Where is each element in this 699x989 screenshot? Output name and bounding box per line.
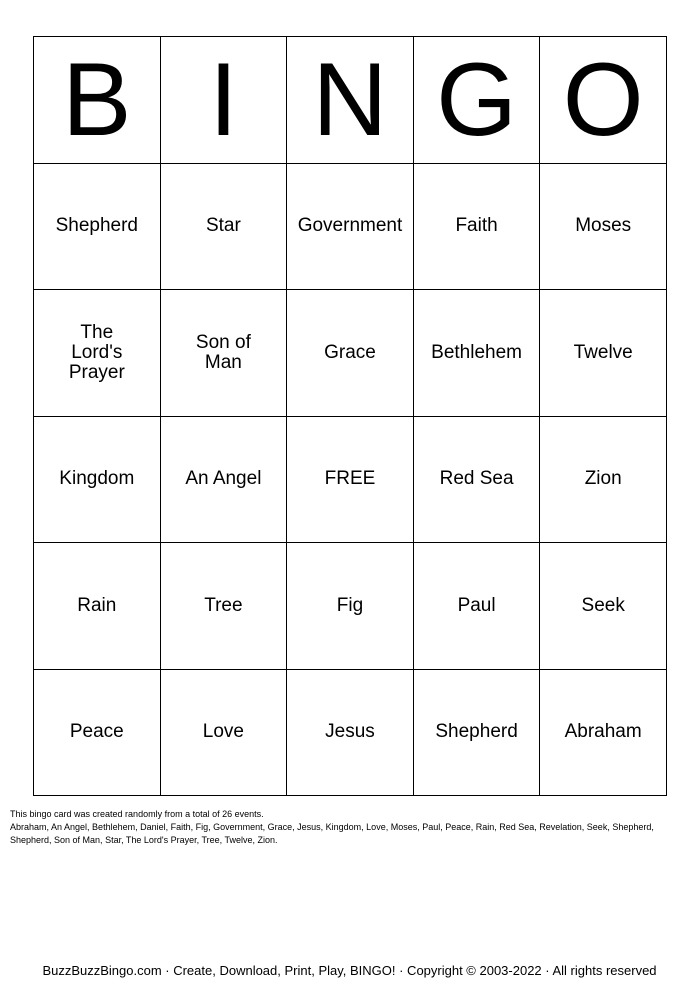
bingo-cell <box>34 290 161 417</box>
cell-text: Son of Man <box>195 331 251 373</box>
bingo-cell <box>413 669 540 796</box>
bingo-row-4 <box>34 543 667 670</box>
bingo-header-row <box>34 37 667 164</box>
cell-text: Zion <box>584 468 622 490</box>
bingo-card <box>33 36 667 796</box>
footer-credit: BuzzBuzzBingo.com · Create, Download, Print, Play, BINGO! · Copyright © 2003-2022 · All rights reserved <box>42 963 657 978</box>
cell-text: Red Sea <box>439 468 514 490</box>
bingo-cell <box>160 543 287 670</box>
bingo-cell <box>540 416 667 543</box>
header-letter-i: I <box>160 37 287 164</box>
bingo-free-cell <box>287 416 414 543</box>
bingo-cell <box>287 163 414 290</box>
cell-text: Rain <box>77 594 117 616</box>
cell-text: Jesus <box>325 721 375 743</box>
bingo-cell <box>34 543 161 670</box>
card-info <box>10 808 690 847</box>
bingo-cell <box>413 543 540 670</box>
cell-text: Shepherd <box>435 721 518 743</box>
bingo-cell <box>160 290 287 417</box>
card-info-event-list: Abraham, An Angel, Bethlehem, Daniel, Faith, Fig, Government, Grace, Jesus, Kingdom, Love, Moses, Paul, Peace, Rain, Red Sea, Revelation, Seek, Shepherd, Shepherd, Son of Man, Star, The Lord's Prayer, Tree, Twelve, Zion. <box>10 822 654 845</box>
bingo-cell <box>540 290 667 417</box>
bingo-cell <box>287 290 414 417</box>
bingo-cell <box>413 163 540 290</box>
header-letter-g: G <box>413 37 540 164</box>
bingo-cell <box>287 543 414 670</box>
cell-text: Shepherd <box>55 215 138 237</box>
header-letter-n: N <box>287 37 414 164</box>
cell-text: Love <box>202 721 244 743</box>
cell-text: An Angel <box>185 468 262 490</box>
header-letter-o: O <box>540 37 667 164</box>
bingo-cell <box>160 163 287 290</box>
bingo-cell <box>287 669 414 796</box>
bingo-cell <box>413 416 540 543</box>
cell-text: The Lord's Prayer <box>68 321 125 383</box>
bingo-cell <box>540 669 667 796</box>
bingo-cell <box>34 416 161 543</box>
bingo-cell <box>540 543 667 670</box>
cell-text: FREE <box>324 468 376 490</box>
cell-text: Tree <box>204 594 243 616</box>
bingo-cell <box>160 416 287 543</box>
cell-text: Moses <box>575 215 632 237</box>
cell-text: Bethlehem <box>431 341 522 363</box>
bingo-cell <box>540 163 667 290</box>
cell-text: Abraham <box>564 721 642 743</box>
bingo-row-2 <box>34 290 667 417</box>
bingo-cell <box>34 163 161 290</box>
bingo-row-3 <box>34 416 667 543</box>
cell-text: Grace <box>324 341 376 363</box>
cell-text: Paul <box>457 594 496 616</box>
bingo-cell <box>413 290 540 417</box>
cell-text: Faith <box>455 215 498 237</box>
cell-text: Star <box>205 215 241 237</box>
header-letter-b: B <box>34 37 161 164</box>
cell-text: Twelve <box>573 341 633 363</box>
bingo-row-1 <box>34 163 667 290</box>
cell-text: Seek <box>581 594 625 616</box>
cell-text: Kingdom <box>59 468 135 490</box>
card-info-summary: This bingo card was created randomly from a total of 26 events. <box>10 809 264 819</box>
cell-text: Peace <box>69 721 124 743</box>
bingo-cell <box>34 669 161 796</box>
bingo-row-5 <box>34 669 667 796</box>
bingo-cell <box>160 669 287 796</box>
cell-text: Fig <box>336 594 364 616</box>
cell-text: Government <box>297 215 403 237</box>
